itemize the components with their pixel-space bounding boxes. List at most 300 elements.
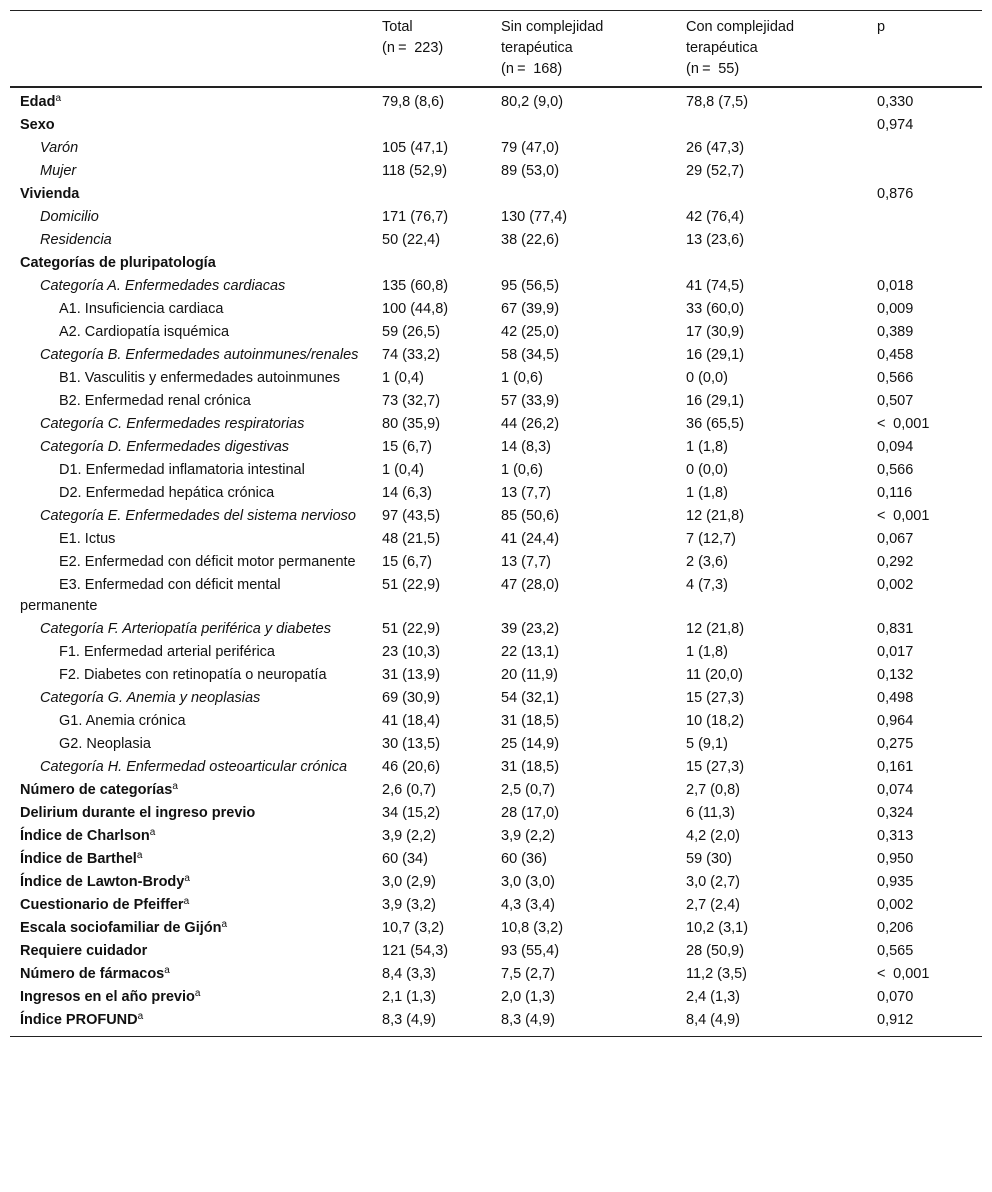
cell-total: 3,9 (3,2) [382,897,436,913]
cell-sin-complejidad: 13 (7,7) [501,485,551,501]
table-row [10,321,982,344]
cell-total: 69 (30,9) [382,690,441,706]
header-sin-complejidad [491,11,676,88]
cell-total: 31 (13,9) [382,667,441,683]
table-row [10,229,982,252]
cell-sin-complejidad: 95 (56,5) [501,278,560,294]
row-label [10,367,372,390]
table-row [10,252,982,275]
table-row [10,802,982,825]
footnote-marker: a [137,1011,144,1022]
cell-con-complejidad [676,252,867,275]
row-label [10,206,372,229]
table-row [10,482,982,505]
cell-total: 10,7 (3,2) [382,920,445,936]
cell-total: 79,8 (8,6) [382,94,445,110]
table-row [10,664,982,687]
table-row [10,160,982,183]
cell-con-complejidad: 6 (11,3) [686,805,735,821]
cell-p [867,252,982,275]
row-label [10,641,372,664]
cell-sin-complejidad: 79 (47,0) [501,140,560,156]
cell-con-complejidad: 3,0 (2,7) [686,874,740,890]
cell-sin-complejidad: 38 (22,6) [501,232,560,248]
cell-sin-complejidad: 3,0 (3,0) [501,874,555,890]
table-row [10,756,982,779]
cell-p: 0,964 [877,713,914,729]
cell-sin-complejidad: 57 (33,9) [501,393,560,409]
cell-p: 0,912 [867,1009,982,1037]
row-label-text: B2. Enfermedad renal crónica [59,393,251,409]
row-label-text: Requiere cuidador [20,943,148,959]
cell-con-complejidad: 1 (1,8) [686,439,728,455]
cell-con-complejidad: 12 (21,8) [686,621,745,637]
cell-p [867,160,982,183]
cell-con-complejidad: 1 (1,8) [686,644,728,660]
header-sin-line3: (n = 168) [501,61,563,77]
row-label-text: Categoría A. Enfermedades cardiacas [40,278,286,294]
cell-con-complejidad: 15 (27,3) [686,690,745,706]
cell-con-complejidad: 16 (29,1) [686,347,745,363]
cell-con-complejidad: 11,2 (3,5) [686,966,747,982]
row-label [10,551,372,574]
cell-p: < 0,001 [877,416,930,432]
row-label [10,963,372,986]
row-label [10,505,372,528]
cell-total: 34 (15,2) [382,805,441,821]
row-label [10,917,372,940]
cell-total: 14 (6,3) [382,485,432,501]
row-label [10,87,372,114]
table-row [10,986,982,1009]
cell-con-complejidad: 15 (27,3) [686,759,745,775]
cell-con-complejidad: 42 (76,4) [686,209,745,225]
table-row [10,206,982,229]
cell-p: 0,067 [877,531,914,547]
cell-total: 48 (21,5) [382,531,441,547]
cell-con-complejidad: 36 (65,5) [686,416,745,432]
table-row [10,917,982,940]
cell-p: 0,498 [877,690,914,706]
table-row [10,779,982,802]
cell-p: 0,206 [877,920,914,936]
cell-total: 3,9 (2,2) [382,828,436,844]
row-label [10,756,372,779]
cell-sin-complejidad: 42 (25,0) [501,324,560,340]
row-label-text: Categoría C. Enfermedades respiratorias [40,416,305,432]
cell-p: 0,507 [877,393,914,409]
table-header [10,11,982,88]
row-label-text: F2. Diabetes con retinopatía o neuropatía [59,667,327,683]
row-label-text: Índice PROFUND [20,1012,138,1028]
header-total-line2: (n = 223) [382,40,444,56]
row-label-text: E1. Ictus [59,531,116,547]
row-label [10,848,372,871]
cell-total: 1 (0,4) [382,462,424,478]
row-label-text: A1. Insuficiencia cardiaca [59,301,224,317]
cell-p: 0,275 [877,736,914,752]
cell-total: 73 (32,7) [382,393,441,409]
cell-sin-complejidad: 2,5 (0,7) [501,782,555,798]
cell-total: 2,1 (1,3) [382,989,436,1005]
table-row [10,528,982,551]
cell-total: 15 (6,7) [382,439,432,455]
cell-p: 0,018 [877,278,914,294]
table-row [10,551,982,574]
row-label [10,802,372,825]
cell-sin-complejidad: 2,0 (1,3) [501,989,555,1005]
cell-p: < 0,001 [877,508,930,524]
cell-sin-complejidad: 80,2 (9,0) [501,94,564,110]
header-total [372,11,491,88]
table-row [10,618,982,641]
row-label-text: Índice de Charlson [20,828,150,844]
row-label [10,344,372,367]
cell-total: 171 (76,7) [382,209,449,225]
row-label [10,459,372,482]
table-row [10,275,982,298]
table-row [10,871,982,894]
row-label [10,413,372,436]
cell-total: 50 (22,4) [382,232,441,248]
cell-con-complejidad [676,183,867,206]
table-row [10,1009,982,1037]
cell-total: 30 (13,5) [382,736,441,752]
cell-con-complejidad: 12 (21,8) [686,508,745,524]
row-label-text: Ingresos en el año previo [20,989,195,1005]
row-label-text: G2. Neoplasia [59,736,151,752]
cell-p: 0,002 [877,897,914,913]
table-row [10,298,982,321]
cell-sin-complejidad: 1 (0,6) [501,370,543,386]
row-label [10,183,372,206]
cell-sin-complejidad [491,252,676,275]
row-label-text: Domicilio [40,209,99,225]
cell-total: 118 (52,9) [382,163,448,179]
cell-total [372,114,491,137]
row-label-text: B1. Vasculitis y enfermedades autoinmunes [59,370,341,386]
cell-sin-complejidad: 67 (39,9) [501,301,560,317]
row-label-text: Categoría B. Enfermedades autoinmunes/renales [40,347,359,363]
cell-total: 121 (54,3) [382,943,449,959]
cell-p: 0,974 [877,117,914,133]
row-label [10,482,372,505]
row-label [10,137,372,160]
row-label-text: Categoría F. Arteriopatía periférica y diabetes [40,621,331,637]
table-row [10,710,982,733]
cell-total: 8,3 (4,9) [372,1009,491,1037]
cell-sin-complejidad [491,114,676,137]
cell-sin-complejidad: 14 (8,3) [501,439,551,455]
cell-sin-complejidad: 28 (17,0) [501,805,560,821]
cell-p: 0,566 [877,462,914,478]
cell-sin-complejidad: 39 (23,2) [501,621,560,637]
row-label [10,986,372,1009]
row-label-text: E3. Enfermedad con déficit mental permanente [20,577,281,614]
cell-con-complejidad: 29 (52,7) [686,163,745,179]
table-row [10,459,982,482]
cell-total: 1 (0,4) [382,370,424,386]
cell-total: 23 (10,3) [382,644,441,660]
cell-p: 0,017 [877,644,914,660]
row-label [10,574,372,618]
row-label-text: Varón [40,140,79,156]
cell-con-complejidad [676,114,867,137]
cell-p: 0,094 [877,439,914,455]
cell-con-complejidad: 33 (60,0) [686,301,745,317]
cell-con-complejidad: 2,7 (2,4) [686,897,740,913]
results-table [10,10,982,1037]
row-label [10,871,372,894]
row-label [10,733,372,756]
cell-total: 97 (43,5) [382,508,441,524]
row-label [10,252,372,275]
cell-con-complejidad: 41 (74,5) [686,278,745,294]
footnote-marker: a [184,873,190,884]
table-row [10,367,982,390]
table-row [10,687,982,710]
cell-sin-complejidad: 58 (34,5) [501,347,560,363]
cell-sin-complejidad: 47 (28,0) [501,577,560,593]
cell-con-complejidad: 0 (0,0) [686,370,728,386]
cell-total: 60 (34) [382,851,428,867]
cell-con-complejidad: 17 (30,9) [686,324,745,340]
cell-sin-complejidad: 89 (53,0) [501,163,560,179]
cell-sin-complejidad: 54 (32,1) [501,690,560,706]
row-label-text: F1. Enfermedad arterial periférica [59,644,275,660]
cell-con-complejidad: 8,4 (4,9) [676,1009,867,1037]
header-sin-line2: terapéutica [501,40,573,56]
cell-sin-complejidad: 85 (50,6) [501,508,560,524]
row-label [10,825,372,848]
cell-total [372,183,491,206]
footnote-marker: a [164,965,170,976]
cell-con-complejidad: 4,2 (2,0) [686,828,740,844]
row-label [10,618,372,641]
cell-total: 80 (35,9) [382,416,441,432]
cell-sin-complejidad: 20 (11,9) [501,667,558,683]
row-label-text: A2. Cardiopatía isquémica [59,324,230,340]
row-label [10,229,372,252]
cell-sin-complejidad: 7,5 (2,7) [501,966,555,982]
table-row [10,733,982,756]
cell-sin-complejidad: 22 (13,1) [501,644,560,660]
table-row [10,825,982,848]
table-row [10,963,982,986]
cell-p: 0,009 [877,301,914,317]
table-row [10,390,982,413]
row-label-text: Número de categorías [20,782,173,798]
cell-total: 8,4 (3,3) [382,966,436,982]
table-row [10,87,982,114]
header-row [10,11,982,88]
cell-p: 0,566 [877,370,914,386]
cell-p: 0,002 [877,577,914,593]
table-row [10,114,982,137]
header-p [867,11,982,88]
row-label-text: Categoría H. Enfermedad osteoarticular crónica [40,759,348,775]
cell-sin-complejidad: 93 (55,4) [501,943,560,959]
header-p-label: p [877,19,886,35]
cell-con-complejidad: 28 (50,9) [686,943,745,959]
footnote-marker: a [194,988,201,999]
row-label-text: Sexo [20,117,55,133]
cell-sin-complejidad: 25 (14,9) [501,736,560,752]
cell-con-complejidad: 59 (30) [686,851,732,867]
row-label [10,114,372,137]
row-label-text: D2. Enfermedad hepática crónica [59,485,275,501]
footnote-marker: a [136,850,143,861]
row-label-text: Escala sociofamiliar de Gijón [20,920,222,936]
table-row [10,413,982,436]
cell-total: 15 (6,7) [382,554,432,570]
cell-con-complejidad: 78,8 (7,5) [686,94,749,110]
cell-total: 105 (47,1) [382,140,449,156]
table-row [10,137,982,160]
row-label-text: Mujer [40,163,77,179]
row-label [10,710,372,733]
row-label [10,528,372,551]
cell-p: 0,565 [877,943,914,959]
cell-sin-complejidad [491,183,676,206]
cell-con-complejidad: 2,4 (1,3) [686,989,740,1005]
cell-total: 3,0 (2,9) [382,874,436,890]
cell-total: 51 (22,9) [382,621,441,637]
cell-sin-complejidad: 13 (7,7) [501,554,551,570]
row-label [10,436,372,459]
cell-p: 0,389 [877,324,914,340]
table-row [10,344,982,367]
cell-p: 0,831 [877,621,914,637]
cell-total: 2,6 (0,7) [382,782,436,798]
header-con-line2: terapéutica [686,40,758,56]
cell-p: 0,330 [877,94,914,110]
cell-p: 0,458 [877,347,914,363]
cell-con-complejidad: 2,7 (0,8) [686,782,740,798]
cell-total: 46 (20,6) [382,759,441,775]
cell-total: 59 (26,5) [382,324,441,340]
row-label-text: Delirium durante el ingreso previo [20,805,256,821]
row-label-text: Categoría D. Enfermedades digestivas [40,439,290,455]
table-row [10,436,982,459]
cell-p [867,137,982,160]
row-label-text: Categorías de pluripatología [20,255,216,271]
cell-con-complejidad: 4 (7,3) [686,577,728,593]
cell-total: 100 (44,8) [382,301,449,317]
cell-p [867,206,982,229]
cell-p: 0,935 [877,874,914,890]
cell-sin-complejidad: 31 (18,5) [501,759,560,775]
row-label-text: Vivienda [20,186,80,202]
cell-con-complejidad: 0 (0,0) [686,462,728,478]
row-label [10,664,372,687]
table-row [10,894,982,917]
footnote-marker: a [172,781,178,792]
row-label-text: Categoría G. Anemia y neoplasias [40,690,261,706]
cell-con-complejidad: 10 (18,2) [686,713,745,729]
row-label [10,275,372,298]
cell-p: 0,324 [877,805,914,821]
cell-p: 0,876 [877,186,914,202]
cell-total: 74 (33,2) [382,347,441,363]
results-table-container [10,10,982,1037]
cell-p: 0,313 [877,828,914,844]
cell-sin-complejidad: 4,3 (3,4) [501,897,555,913]
row-label [10,321,372,344]
header-sin-line1: Sin complejidad [501,19,604,35]
header-variable [10,11,372,88]
cell-con-complejidad: 2 (3,6) [686,554,728,570]
header-total-line1: Total [382,19,413,35]
cell-sin-complejidad: 31 (18,5) [501,713,560,729]
row-label [10,1009,372,1037]
table-row [10,183,982,206]
cell-total: 41 (18,4) [382,713,441,729]
row-label-text: G1. Anemia crónica [59,713,186,729]
cell-p: < 0,001 [877,966,930,982]
row-label-text: Índice de Lawton-Brody [20,874,185,890]
row-label [10,390,372,413]
header-con-complejidad [676,11,867,88]
cell-sin-complejidad: 8,3 (4,9) [491,1009,676,1037]
header-con-line3: (n = 55) [686,61,740,77]
table-row [10,505,982,528]
cell-sin-complejidad: 60 (36) [501,851,547,867]
cell-p: 0,292 [877,554,914,570]
row-label-text: Índice de Barthel [20,851,137,867]
table-row [10,641,982,664]
header-con-line1: Con complejidad [686,19,795,35]
cell-sin-complejidad: 3,9 (2,2) [501,828,555,844]
row-label-text: Número de fármacos [20,966,165,982]
table-body [10,87,982,1037]
row-label [10,894,372,917]
cell-p: 0,070 [877,989,914,1005]
footnote-marker: a [221,919,228,930]
row-label [10,940,372,963]
cell-sin-complejidad: 130 (77,4) [501,209,568,225]
cell-p: 0,074 [877,782,914,798]
cell-con-complejidad: 11 (20,0) [686,667,743,683]
cell-con-complejidad: 26 (47,3) [686,140,745,156]
row-label-text: E2. Enfermedad con déficit motor permanente [59,554,356,570]
cell-p: 0,161 [877,759,914,775]
table-row [10,940,982,963]
row-label-text: Categoría E. Enfermedades del sistema nervioso [40,508,356,524]
cell-p: 0,116 [877,485,913,501]
cell-con-complejidad: 13 (23,6) [686,232,745,248]
row-label [10,298,372,321]
cell-con-complejidad: 5 (9,1) [686,736,728,752]
cell-total: 51 (22,9) [382,577,441,593]
cell-total: 135 (60,8) [382,278,449,294]
cell-con-complejidad: 7 (12,7) [686,531,736,547]
row-label [10,779,372,802]
footnote-marker: a [149,827,156,838]
cell-sin-complejidad: 41 (24,4) [501,531,560,547]
row-label-text: D1. Enfermedad inflamatoria intestinal [59,462,305,478]
cell-con-complejidad: 16 (29,1) [686,393,745,409]
cell-total [372,252,491,275]
footnote-marker: a [55,93,62,104]
table-row [10,574,982,618]
row-label [10,687,372,710]
row-label-text: Edad [20,94,56,110]
row-label-text: Cuestionario de Pfeiffer [20,897,184,913]
table-row [10,848,982,871]
cell-p [867,229,982,252]
cell-p: 0,950 [877,851,914,867]
